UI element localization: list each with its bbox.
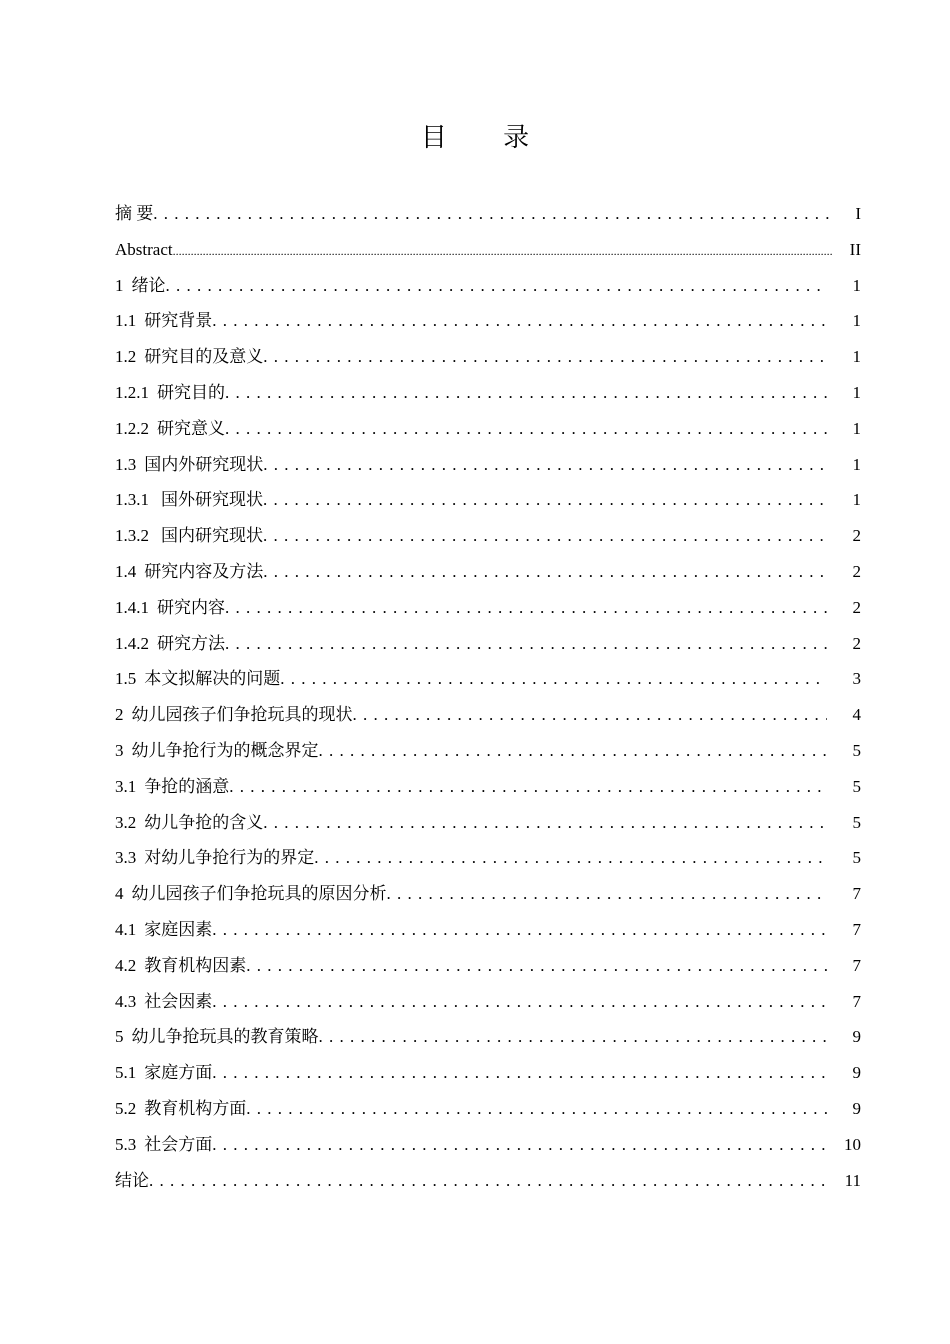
toc-entry-number: 1.2.1 <box>115 382 149 402</box>
toc-page-number: I <box>855 204 861 223</box>
toc-entry-number: 5.2 <box>115 1098 137 1118</box>
toc-entry-label: 研究方法 <box>157 633 225 653</box>
toc-entry[interactable] <box>115 375 861 411</box>
toc-page-number: 5 <box>852 848 861 868</box>
toc-entry-label: 社会方面 <box>144 1134 213 1154</box>
toc-entry[interactable] <box>115 303 861 339</box>
toc-entry-label: 家庭因素 <box>144 919 213 939</box>
toc-entry[interactable] <box>115 661 861 697</box>
toc-leader-dots <box>246 1091 827 1127</box>
toc-entry[interactable] <box>115 1091 861 1127</box>
toc-leader-dots <box>149 1163 827 1199</box>
toc-entry[interactable] <box>115 411 861 447</box>
toc-page-number: 1 <box>852 418 861 438</box>
toc-entry-label: 研究内容 <box>157 597 225 617</box>
toc-entry-number: 4.3 <box>115 991 137 1011</box>
toc-entry-number: 1.2.2 <box>115 418 149 438</box>
toc-page-number: 5 <box>852 776 861 796</box>
toc-leader-dots <box>225 375 827 411</box>
toc-entry[interactable] <box>115 733 861 769</box>
toc-entry-label: 结论 <box>115 1170 149 1190</box>
toc-page-number: 9 <box>852 1027 861 1047</box>
toc-leader-dots <box>263 518 827 554</box>
toc-leader-dots <box>319 733 828 769</box>
toc-page-number: 5 <box>852 740 861 760</box>
toc-page-number: 10 <box>844 1134 861 1154</box>
toc-entry-label: 研究目的 <box>157 382 225 402</box>
toc-entry-number: 3.2 <box>115 812 137 832</box>
toc-entry-number: 1.5 <box>115 669 137 689</box>
toc-entry-label: 幼儿争抢行为的概念界定 <box>131 740 319 760</box>
toc-entry-label: 国内研究现状 <box>161 526 263 546</box>
toc-entry-label: 社会因素 <box>144 991 213 1011</box>
toc-entry[interactable] <box>115 769 861 805</box>
toc-leader-dots <box>263 482 827 518</box>
toc-leader-dots <box>229 769 827 805</box>
toc-entry-number: 1.2 <box>115 347 137 367</box>
toc-page-number: 1 <box>852 490 861 510</box>
toc-entry[interactable] <box>115 1163 861 1199</box>
toc-leader-dots <box>212 1127 827 1163</box>
toc-entry[interactable] <box>115 554 861 590</box>
toc-leader-dots <box>212 984 827 1020</box>
toc-leader-dots <box>280 661 827 697</box>
toc-entry-number: 5.1 <box>115 1063 137 1083</box>
toc-entry-label: 教育机构方面 <box>144 1098 247 1118</box>
toc-entry[interactable] <box>115 805 861 841</box>
toc-leader-dots <box>212 1055 827 1091</box>
toc-entry-label: 国外研究现状 <box>161 490 263 510</box>
toc-entry-label: 研究目的及意义 <box>144 347 264 367</box>
toc-page-number: 1 <box>852 275 861 295</box>
toc-page-number: 4 <box>852 705 861 725</box>
toc-entry-number: 1 <box>115 275 124 295</box>
toc-leader-dots <box>225 411 827 447</box>
toc-entry-number: 3.1 <box>115 776 137 796</box>
toc-entry-label: 国内外研究现状 <box>144 454 264 474</box>
toc-entry-label: 幼儿园孩子们争抢玩具的原因分析 <box>131 884 387 904</box>
toc-page-number: 1 <box>852 311 861 331</box>
toc-entry-number: 1.3 <box>115 454 137 474</box>
toc-entry-number: 1.3.2 <box>115 526 149 546</box>
toc-entry-label: 教育机构因素 <box>144 955 247 975</box>
toc-entry[interactable] <box>115 1127 861 1163</box>
toc-leader-dots <box>319 1019 828 1055</box>
toc-entry[interactable] <box>115 447 861 483</box>
toc-entry-number: 2 <box>115 705 124 725</box>
toc-page-number: 2 <box>852 526 861 546</box>
toc-entry-number: 3.3 <box>115 848 137 868</box>
toc-leader-dots <box>263 339 827 375</box>
toc-page-number: 1 <box>852 454 861 474</box>
toc-entry-label: 家庭方面 <box>144 1063 213 1083</box>
toc-page-number: 3 <box>852 669 861 689</box>
toc-entry[interactable] <box>115 232 861 268</box>
toc-leader-dots <box>263 554 827 590</box>
toc-entry-label: 摘 要 <box>115 204 154 223</box>
toc-page-number: 1 <box>852 347 861 367</box>
toc-entry[interactable] <box>115 948 861 984</box>
toc-entry-number: 5.3 <box>115 1134 137 1154</box>
toc-page-number: 1 <box>852 382 861 402</box>
toc-entry-label: 本文拟解决的问题 <box>144 669 281 689</box>
toc-entry-number: 1.3.1 <box>115 490 149 510</box>
toc-entry-label: 幼儿争抢的含义 <box>144 812 264 832</box>
toc-page-number: 2 <box>852 561 861 581</box>
toc-page-number: 9 <box>852 1063 861 1083</box>
toc-entry-label: 幼儿园孩子们争抢玩具的现状 <box>131 705 353 725</box>
toc-page-number: 7 <box>852 919 861 939</box>
toc-entry-label: 幼儿争抢玩具的教育策略 <box>131 1027 319 1047</box>
toc-leader-dots <box>212 303 827 339</box>
toc-entry[interactable] <box>115 697 861 733</box>
toc-entry-label: 研究内容及方法 <box>144 561 264 581</box>
toc-entry-label: 绪论 <box>131 275 166 295</box>
toc-leader-dots <box>225 590 827 626</box>
toc-entry-number: 4.2 <box>115 955 137 975</box>
toc-entry[interactable] <box>115 876 861 912</box>
toc-entry-number: 3 <box>115 740 124 760</box>
toc-entry[interactable] <box>115 1055 861 1091</box>
toc-entry-number: 5 <box>115 1027 124 1047</box>
table-of-contents <box>115 196 861 1198</box>
toc-page-number: 7 <box>852 884 861 904</box>
toc-entry[interactable] <box>115 626 861 662</box>
toc-page-number: 2 <box>852 633 861 653</box>
toc-entry-label: 研究意义 <box>157 418 225 438</box>
toc-leader-dots <box>246 948 827 984</box>
toc-entry[interactable] <box>115 1019 861 1055</box>
toc-leader-dots <box>263 447 827 483</box>
toc-leader-dots <box>353 697 828 733</box>
toc-page-number: 5 <box>852 812 861 832</box>
toc-entry-number: 1.1 <box>115 311 137 331</box>
toc-entry-number: 4.1 <box>115 919 137 939</box>
toc-entry-label: 争抢的涵意 <box>144 776 230 796</box>
toc-page-number: II <box>849 239 861 259</box>
toc-leader-dots <box>173 232 833 270</box>
toc-entry[interactable] <box>115 590 861 626</box>
toc-entry-number: 1.4.1 <box>115 597 149 617</box>
toc-page-number: 7 <box>852 955 861 975</box>
toc-entry-number: 1.4.2 <box>115 633 149 653</box>
toc-leader-dots <box>387 876 828 912</box>
toc-entry-label: 对幼儿争抢行为的界定 <box>144 848 315 868</box>
toc-entry-label: Abstract <box>115 239 173 259</box>
toc-page-number: 7 <box>852 991 861 1011</box>
toc-entry[interactable] <box>115 840 861 876</box>
toc-entry-number: 1.4 <box>115 561 137 581</box>
toc-entry[interactable] <box>115 482 861 518</box>
toc-leader-dots <box>225 626 827 662</box>
toc-title: 目 录 <box>420 123 554 153</box>
toc-entry-label: 研究背景 <box>144 311 213 331</box>
toc-leader-dots <box>166 268 828 304</box>
toc-entry[interactable] <box>115 339 861 375</box>
toc-page-number: 11 <box>844 1170 861 1190</box>
toc-entry[interactable] <box>115 518 861 554</box>
toc-leader-dots <box>153 196 833 232</box>
toc-entry[interactable] <box>115 912 861 948</box>
toc-page-number: 2 <box>852 597 861 617</box>
toc-entry[interactable] <box>115 268 861 304</box>
toc-leader-dots <box>212 912 827 948</box>
toc-leader-dots <box>314 840 827 876</box>
toc-entry[interactable] <box>115 984 861 1020</box>
toc-entry-number: 4 <box>115 884 124 904</box>
toc-page-number: 9 <box>852 1098 861 1118</box>
toc-leader-dots <box>263 805 827 841</box>
toc-entry[interactable] <box>115 196 861 232</box>
